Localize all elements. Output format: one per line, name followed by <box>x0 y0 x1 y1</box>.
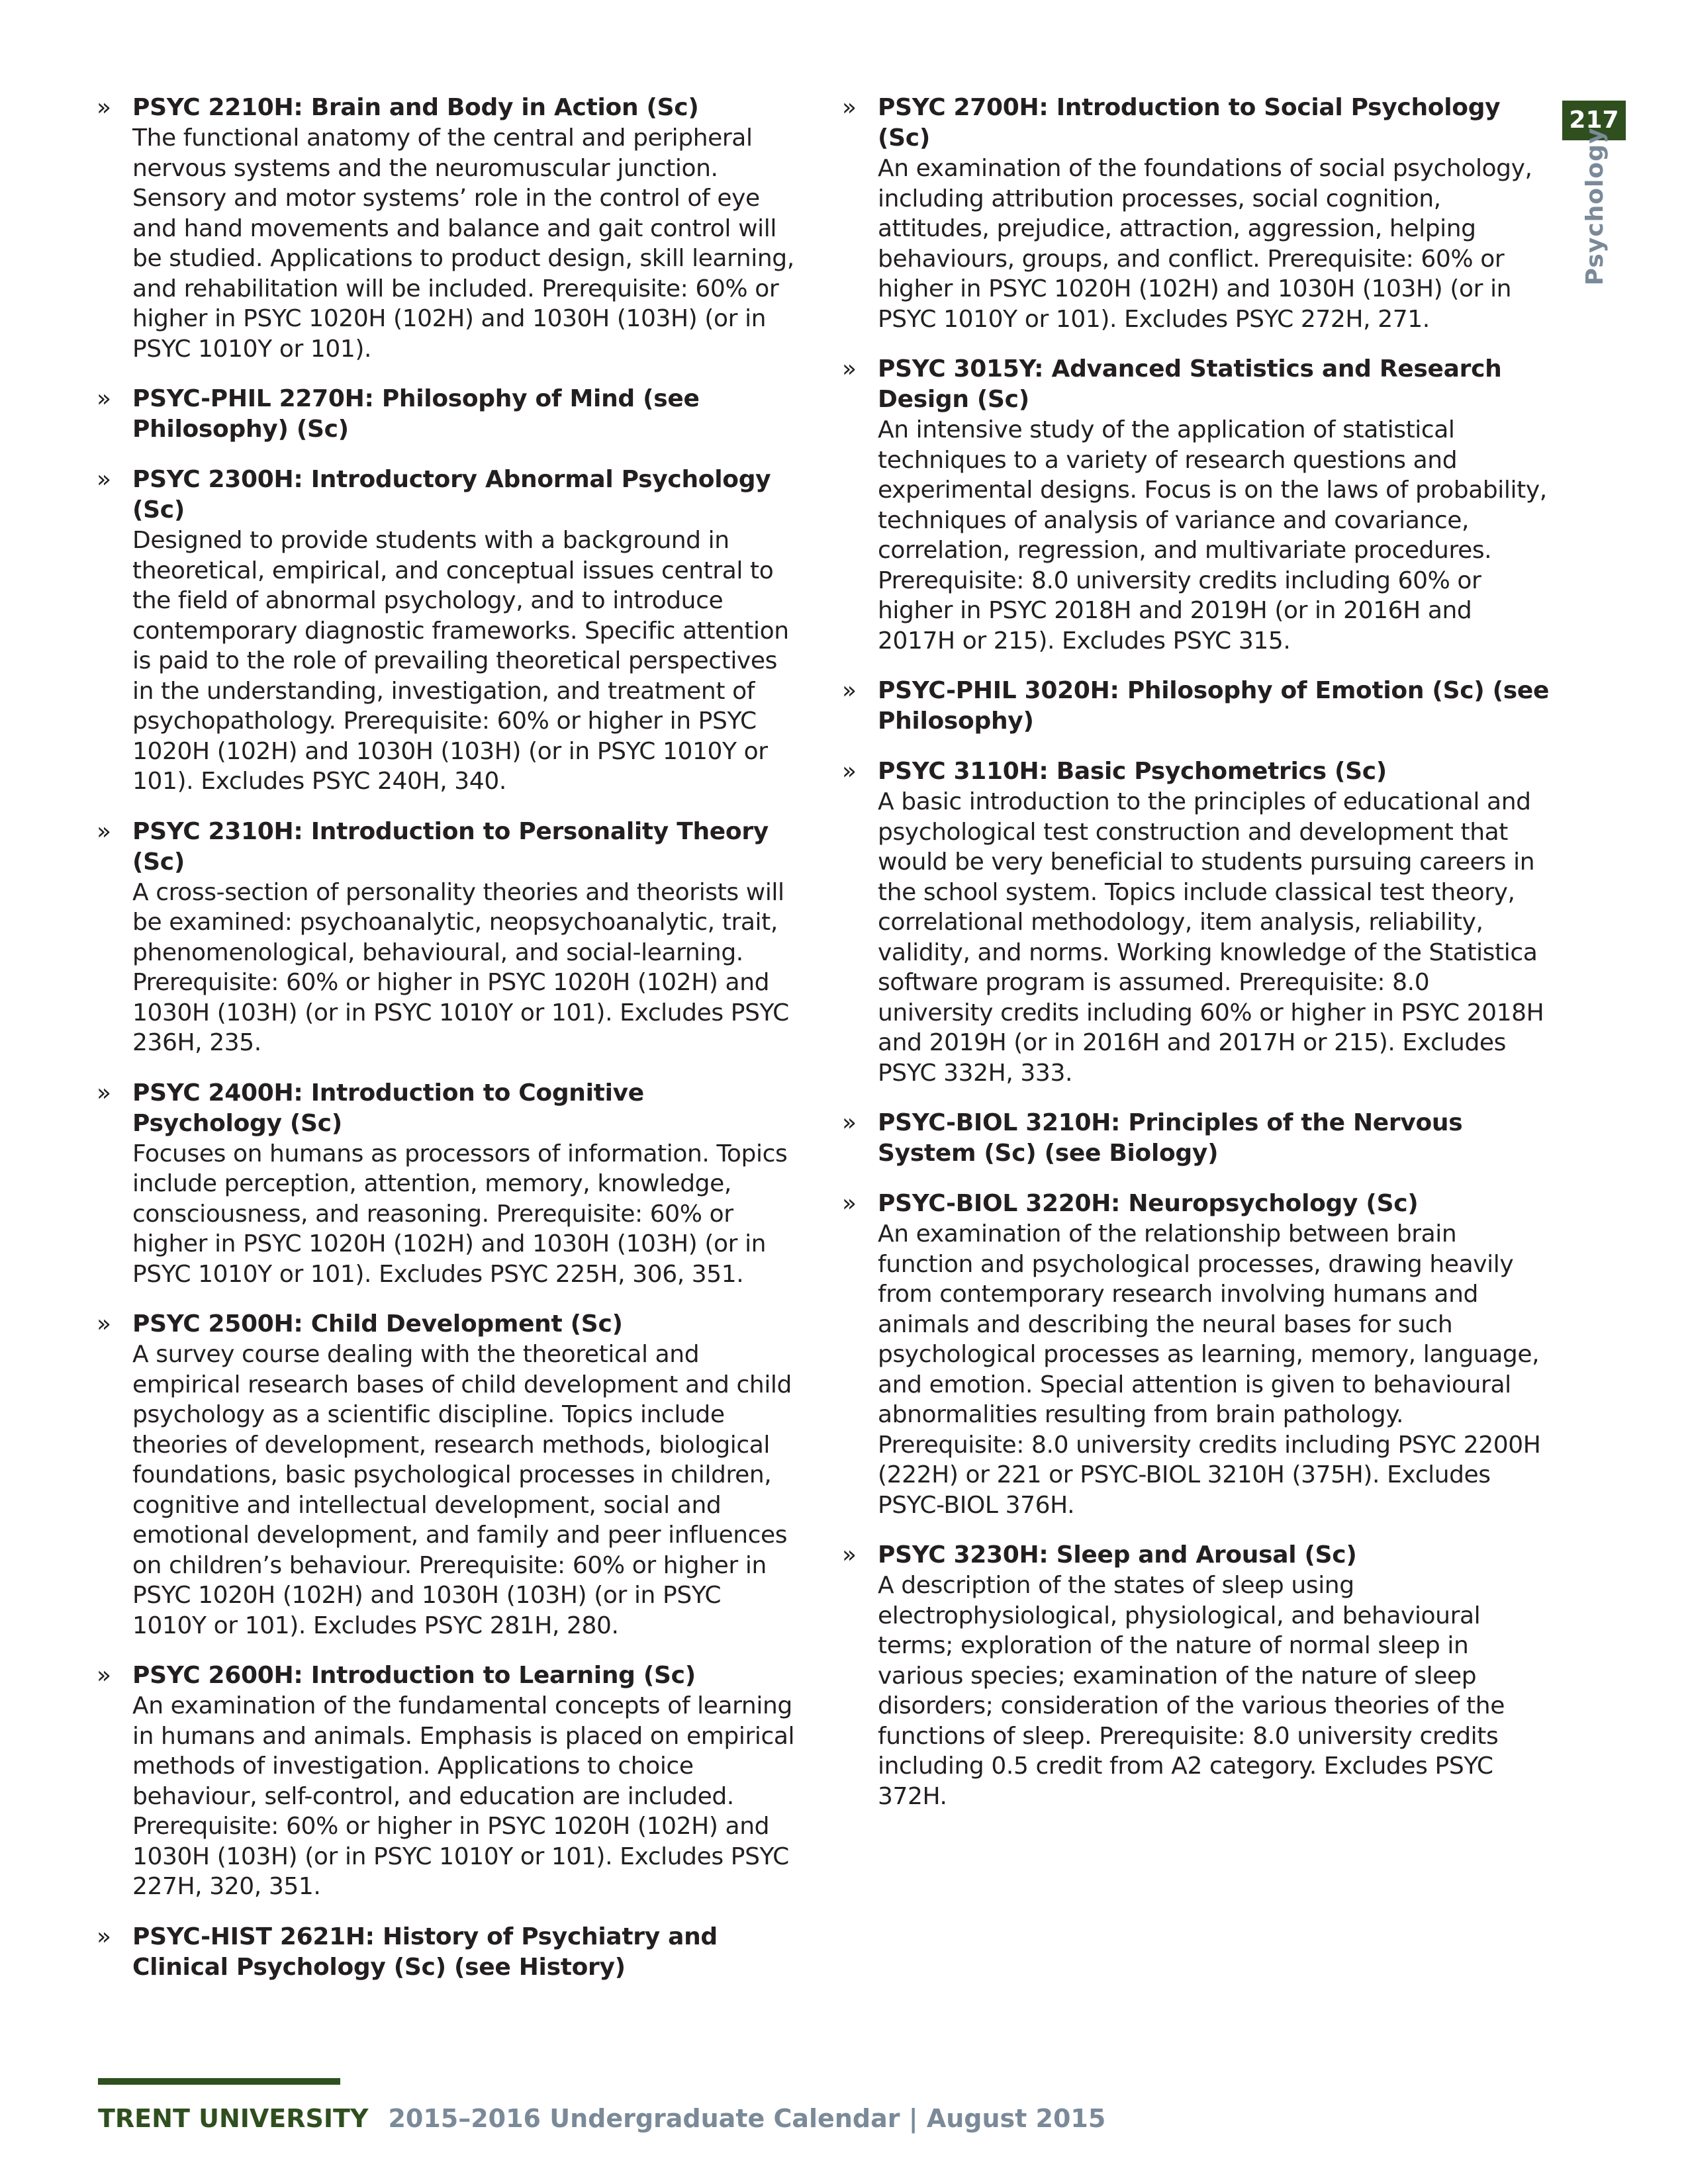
course-description: A description of the states of sleep using electrophysiological, physiological, and behavioural terms; exploration of the nature of normal sleep in various species; examination of the nature of sleep disorders; consideration of the various theories of the functions of sleep. Prerequisite: 8.0 university credits including 0.5 credit from A2 category. Excludes PSYC 372H. <box>878 1572 1505 1810</box>
course-title: PSYC-PHIL 2270H: Philosophy of Mind (see Philosophy) (Sc) <box>132 385 700 443</box>
course-title: PSYC-BIOL 3210H: Principles of the Nervous System (Sc) (see Biology) <box>878 1109 1463 1167</box>
bullet-icon: » <box>842 1109 857 1136</box>
course-title: PSYC 3110H: Basic Psychometrics (Sc) <box>878 758 1387 785</box>
course-entry <box>94 1922 796 1983</box>
course-title: PSYC-BIOL 3220H: Neuropsychology (Sc) <box>878 1190 1419 1217</box>
course-description: A survey course dealing with the theoretical and empirical research bases of child development and child psychology as a scientific discipline. Topics include theories of development, research methods, biological foundations, basic psychological processes in children, cognitive and intellectual development, social and emotional development, and family and peer influences on children’s behaviour. Prerequisite: 60% or higher in PSYC 1020H (102H) and 1030H (103H) (or in PSYC 1010Y or 101). Excludes PSYC 281H, 280. <box>132 1341 792 1639</box>
course-description: The functional anatomy of the central and peripheral nervous systems and the neuromuscular junction. Sensory and motor systems’ role in the control of eye and hand movements and balance and gait control will be studied. Applications to product design, skill learning, and rehabilitation will be included. Prerequisite: 60% or higher in PSYC 1020H (102H) and 1030H (103H) (or in PSYC 1010Y or 101). <box>132 124 794 363</box>
bullet-icon: » <box>97 1079 112 1107</box>
bullet-icon: » <box>97 1662 112 1689</box>
left-column <box>94 93 796 2003</box>
footer-university: TRENT UNIVERSITY <box>98 2104 369 2133</box>
bullet-icon: » <box>842 355 857 383</box>
bullet-icon: » <box>842 758 857 785</box>
section-side-label: Psychology <box>1581 127 1609 286</box>
course-entry <box>839 1540 1551 1811</box>
course-entry <box>839 1189 1551 1520</box>
course-title: PSYC-PHIL 3020H: Philosophy of Emotion (Sc) (see Philosophy) <box>878 677 1550 735</box>
course-entry <box>839 756 1551 1088</box>
footer <box>98 2102 1105 2135</box>
course-entry <box>94 817 796 1058</box>
bullet-icon: » <box>97 1923 112 1950</box>
bullet-icon: » <box>842 1541 857 1569</box>
course-entry <box>94 93 796 364</box>
bullet-icon: » <box>97 466 112 493</box>
page-number: 217 <box>1562 101 1626 140</box>
footer-separator: | <box>900 2104 927 2133</box>
course-title: PSYC 2400H: Introduction to Cognitive Psychology (Sc) <box>132 1079 644 1137</box>
course-entry <box>94 1078 796 1290</box>
course-title: PSYC 2600H: Introduction to Learning (Sc) <box>132 1662 696 1689</box>
course-description: A basic introduction to the principles of educational and psychological test construction and development that would be very beneficial to students pursuing careers in the school system. Topics include classical test theory, correlational methodology, item analysis, reliability, validity, and norms. Working knowledge of the Statistica software program is assumed. Prerequisite: 8.0 university credits including 60% or higher in PSYC 2018H and 2019H (or in 2016H and 2017H or 215). Excludes PSYC 332H, 333. <box>878 788 1544 1087</box>
course-title: PSYC 2700H: Introduction to Social Psychology (Sc) <box>878 94 1501 152</box>
footer-date: August 2015 <box>926 2104 1106 2133</box>
course-entry <box>839 1108 1551 1169</box>
course-entry <box>839 93 1551 334</box>
course-title: PSYC 2300H: Introductory Abnormal Psychology (Sc) <box>132 466 771 523</box>
course-description: A cross-section of personality theories and theorists will be examined: psychoanalytic, neopsychoanalytic, trait, phenomenological, behavioural, and social-learning. Prerequisite: 60% or higher in PSYC 1020H (102H) and 1030H (103H) (or in PSYC 1010Y or 101). Excludes PSYC 236H, 235. <box>132 878 789 1056</box>
bullet-icon: » <box>842 677 857 704</box>
course-description: Designed to provide students with a background in theoretical, empirical, and conceptual issues central to the field of abnormal psychology, and to introduce contemporary diagnostic frameworks. Specific attention is paid to the role of prevailing theoretical perspectives in the understanding, investigation, and treatment of psychopathology. Prerequisite: 60% or higher in PSYC 1020H (102H) and 1030H (103H) (or in PSYC 1010Y or 101). Excludes PSYC 240H, 340. <box>132 527 789 795</box>
course-entry <box>94 384 796 445</box>
footer-rule <box>98 2078 340 2085</box>
course-title: PSYC 2310H: Introduction to Personality Theory (Sc) <box>132 817 769 876</box>
footer-calendar: 2015–2016 Undergraduate Calendar <box>388 2104 900 2133</box>
course-title: PSYC 2210H: Brain and Body in Action (Sc) <box>132 94 699 121</box>
bullet-icon: » <box>97 94 112 121</box>
course-title: PSYC-HIST 2621H: History of Psychiatry and Clinical Psychology (Sc) (see History) <box>132 1923 718 1981</box>
course-entry <box>94 1309 796 1641</box>
bullet-icon: » <box>842 1190 857 1217</box>
course-entry <box>839 676 1551 737</box>
bullet-icon: » <box>97 1310 112 1338</box>
course-entry <box>839 354 1551 656</box>
course-title: PSYC 3230H: Sleep and Arousal (Sc) <box>878 1541 1357 1569</box>
course-entry <box>94 465 796 797</box>
course-description: Focuses on humans as processors of information. Topics include perception, attention, memory, knowledge, consciousness, and reasoning. Prerequisite: 60% or higher in PSYC 1020H (102H) and 1030H (103H) (or in PSYC 1010Y or 101). Excludes PSYC 225H, 306, 351. <box>132 1140 788 1288</box>
right-column <box>839 93 1551 1831</box>
bullet-icon: » <box>842 94 857 121</box>
bullet-icon: » <box>97 817 112 845</box>
course-description: An intensive study of the application of statistical techniques to a variety of research questions and experimental designs. Focus is on the laws of probability, techniques of analysis of variance and covariance, correlation, regression, and multivariate procedures. Prerequisite: 8.0 university credits including 60% or higher in PSYC 2018H and 2019H (or in 2016H and 2017H or 215). Excludes PSYC 315. <box>878 416 1547 655</box>
course-title: PSYC 2500H: Child Development (Sc) <box>132 1310 623 1338</box>
course-entry <box>94 1661 796 1902</box>
course-description: An examination of the fundamental concepts of learning in humans and animals. Emphasis is placed on empirical methods of investigation. Applications to choice behaviour, self-control, and education are included. Prerequisite: 60% or higher in PSYC 1020H (102H) and 1030H (103H) (or in PSYC 1010Y or 101). Excludes PSYC 227H, 320, 351. <box>132 1692 795 1900</box>
course-description: An examination of the relationship between brain function and psychological processes, drawing heavily from contemporary research involving humans and animals and describing the neural bases for such psychological processes as learning, memory, language, and emotion. Special attention is given to behavioural abnormalities resulting from brain pathology. Prerequisite: 8.0 university credits including PSYC 2200H (222H) or 221 or PSYC-BIOL 3210H (375H). Excludes PSYC-BIOL 376H. <box>878 1220 1541 1519</box>
bullet-icon: » <box>97 385 112 412</box>
course-title: PSYC 3015Y: Advanced Statistics and Research Design (Sc) <box>878 355 1502 413</box>
course-description: An examination of the foundations of social psychology, including attribution processes, social cognition, attitudes, prejudice, attraction, aggression, helping behaviours, groups, and conflict. Prerequisite: 60% or higher in PSYC 1020H (102H) and 1030H (103H) (or in PSYC 1010Y or 101). Excludes PSYC 272H, 271. <box>878 155 1532 333</box>
